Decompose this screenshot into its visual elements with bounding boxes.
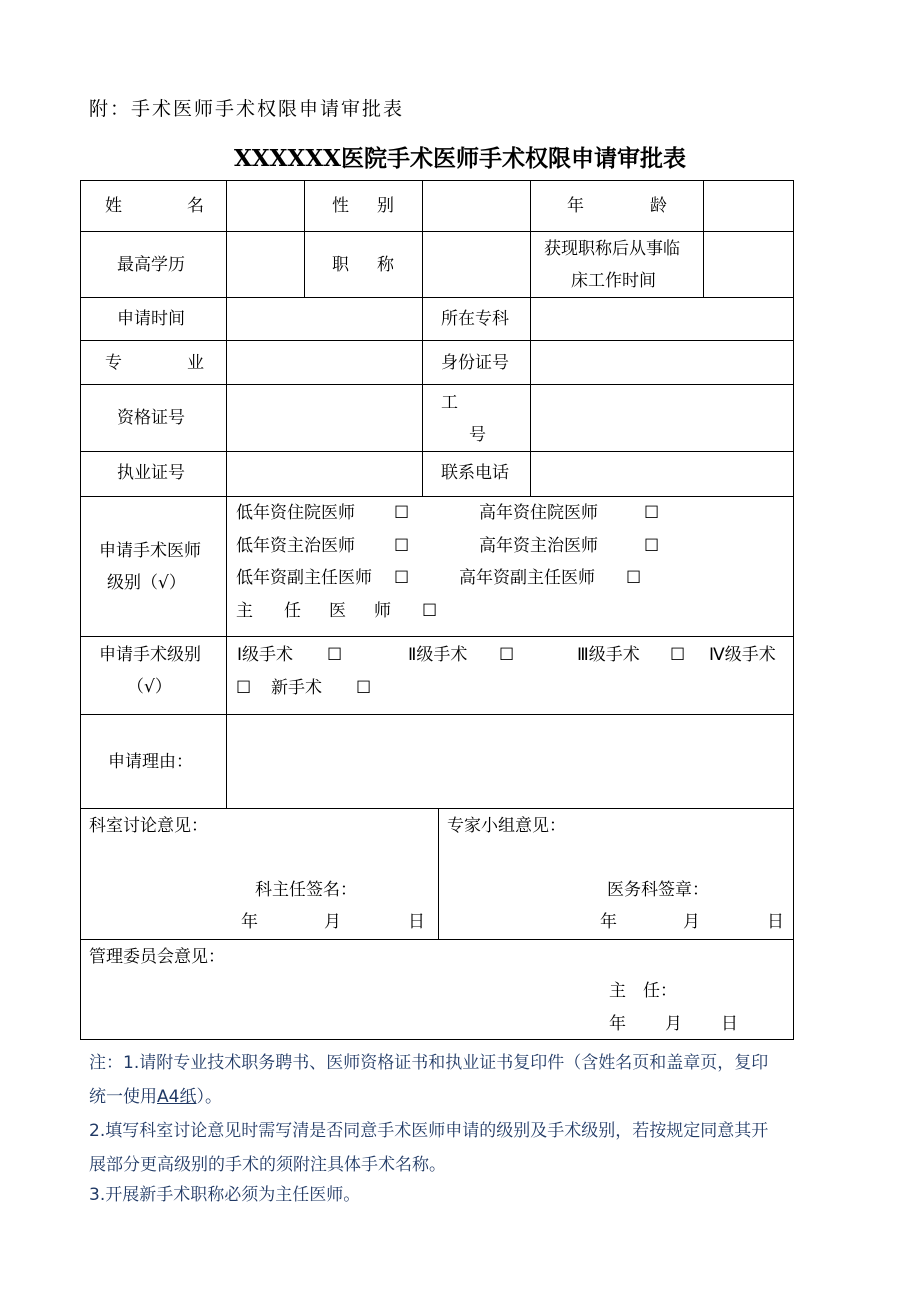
level4-surgery-checkbox[interactable]: ☐ <box>236 678 252 698</box>
expert-year-label: 年 <box>600 912 617 932</box>
note-3 <box>89 1180 360 1205</box>
dept-opinion-label: 科室讨论意见： <box>89 816 208 836</box>
dept-head-sign-label: 科主任签名： <box>255 880 357 900</box>
senior-associate-option: 高年资副主任医师 <box>459 568 595 588</box>
senior-attending-option: 高年资主治医师 <box>479 536 598 556</box>
chief-physician-option: 主 <box>236 601 253 621</box>
committee-day-label: 日 <box>721 1014 738 1034</box>
name-label: 名 <box>187 196 204 216</box>
clinical-time-label: 床工作时间 <box>571 271 656 291</box>
junior-resident-checkbox[interactable]: ☐ <box>394 503 410 523</box>
new-surgery-checkbox[interactable]: ☐ <box>356 678 372 698</box>
committee-opinion-label: 管理委员会意见： <box>89 947 225 967</box>
medical-dept-sign-label: 医务科签章： <box>607 880 709 900</box>
level1-surgery-checkbox[interactable]: ☐ <box>327 645 343 665</box>
level3-surgery-option: Ⅲ级手术 <box>577 645 640 665</box>
note-1-continued <box>89 1082 222 1107</box>
age-field[interactable] <box>704 182 792 230</box>
employee-no-label: 工 <box>441 393 458 413</box>
note-2-continued <box>89 1150 446 1175</box>
name-field[interactable] <box>227 182 303 230</box>
title-label: 称 <box>377 255 394 275</box>
col-divider <box>304 181 305 297</box>
gender-field[interactable] <box>423 182 529 230</box>
surgery-level-label: 申请手术级别 <box>99 645 201 665</box>
note-3-text: 3.开展新手术职称必须为主任医师。 <box>89 1185 361 1205</box>
education-field[interactable] <box>227 232 303 296</box>
note-2 <box>89 1116 768 1141</box>
junior-associate-option: 低年资副主任医师 <box>236 568 372 588</box>
note-2-line2: 展部分更高级别的手术的须附注具体手术名称。 <box>89 1155 446 1175</box>
new-surgery-option: 新手术 <box>271 678 322 698</box>
gender-label: 别 <box>377 196 394 216</box>
senior-associate-checkbox[interactable]: ☐ <box>626 568 642 588</box>
qualification-no-label: 资格证号 <box>117 408 185 428</box>
col-divider <box>438 808 439 939</box>
senior-attending-checkbox[interactable]: ☐ <box>644 536 660 556</box>
reason-field[interactable] <box>227 715 792 807</box>
dept-day-label: 日 <box>408 912 425 932</box>
committee-month-label: 月 <box>665 1014 682 1034</box>
application-form-table <box>80 180 794 1040</box>
form-title: XXXXXX医院手术医师手术权限申请审批表 <box>233 145 687 172</box>
level4-surgery-option: Ⅳ级手术 <box>709 645 776 665</box>
employee-no-field[interactable] <box>531 385 792 450</box>
row-divider <box>81 496 793 497</box>
note-1-line2-end: ）。 <box>196 1087 222 1107</box>
clinical-time-label: 获现职称后从事临 <box>544 239 680 259</box>
apply-time-field[interactable] <box>227 298 421 339</box>
row-divider <box>81 939 793 940</box>
major-field[interactable] <box>227 341 421 383</box>
director-sign-label: 主 任： <box>609 981 677 1001</box>
expert-month-label: 月 <box>683 912 700 932</box>
practice-no-field[interactable] <box>227 452 421 495</box>
practice-no-label: 执业证号 <box>117 463 185 483</box>
note-1-line1: 注：1.请附专业技术职务聘书、医师资格证书和执业证书复印件（含姓名页和盖章页，复印 <box>89 1053 769 1073</box>
junior-attending-option: 低年资主治医师 <box>236 536 355 556</box>
major-label: 专 <box>105 353 122 373</box>
phone-label: 联系电话 <box>441 463 509 483</box>
note-1 <box>89 1048 768 1073</box>
note-1-line2: 统一使用 <box>89 1087 157 1107</box>
level3-surgery-checkbox[interactable]: ☐ <box>670 645 686 665</box>
note-2-line1: 2.填写科室讨论意见时需写清是否同意手术医师申请的级别及手术级别，若按规定同意其开 <box>89 1121 769 1141</box>
attachment-title: 附：手术医师手术权限申请审批表 <box>89 98 405 120</box>
gender-label: 性 <box>332 196 349 216</box>
major-label: 业 <box>187 353 204 373</box>
chief-physician-option: 师 <box>374 601 391 621</box>
surgery-level-label: （√） <box>127 677 172 697</box>
expert-opinion-label: 专家小组意见： <box>447 816 566 836</box>
department-label: 所在专科 <box>441 309 509 329</box>
chief-physician-checkbox[interactable]: ☐ <box>422 601 438 621</box>
junior-resident-option: 低年资住院医师 <box>236 503 355 523</box>
department-field[interactable] <box>531 298 792 339</box>
apply-time-label: 申请时间 <box>117 309 185 329</box>
chief-physician-option: 医 <box>329 601 346 621</box>
id-number-label: 身份证号 <box>441 353 509 373</box>
junior-attending-checkbox[interactable]: ☐ <box>394 536 410 556</box>
age-label: 龄 <box>650 196 667 216</box>
employee-no-label: 号 <box>469 425 486 445</box>
a4-paper-text: A4纸 <box>157 1087 197 1107</box>
qualification-no-field[interactable] <box>227 385 421 450</box>
reason-label: 申请理由： <box>108 752 193 772</box>
chief-physician-option: 任 <box>284 601 301 621</box>
education-label: 最高学历 <box>117 255 185 275</box>
title-label: 职 <box>332 255 349 275</box>
dept-month-label: 月 <box>324 912 341 932</box>
row-divider <box>81 808 793 809</box>
senior-resident-option: 高年资住院医师 <box>479 503 598 523</box>
senior-resident-checkbox[interactable]: ☐ <box>644 503 660 523</box>
age-label: 年 <box>567 196 584 216</box>
level2-surgery-checkbox[interactable]: ☐ <box>499 645 515 665</box>
name-label: 姓 <box>105 196 122 216</box>
surgeon-level-label: 级别（√） <box>107 573 186 593</box>
title-field[interactable] <box>423 232 529 296</box>
expert-day-label: 日 <box>767 912 784 932</box>
committee-year-label: 年 <box>609 1014 626 1034</box>
junior-associate-checkbox[interactable]: ☐ <box>394 568 410 588</box>
clinical-time-field[interactable] <box>704 232 792 296</box>
level1-surgery-option: Ⅰ级手术 <box>237 645 294 665</box>
phone-field[interactable] <box>531 452 792 495</box>
row-divider <box>81 636 793 637</box>
level2-surgery-option: Ⅱ级手术 <box>408 645 468 665</box>
surgeon-level-label: 申请手术医师 <box>99 541 201 561</box>
id-number-field[interactable] <box>531 341 792 383</box>
dept-year-label: 年 <box>241 912 258 932</box>
